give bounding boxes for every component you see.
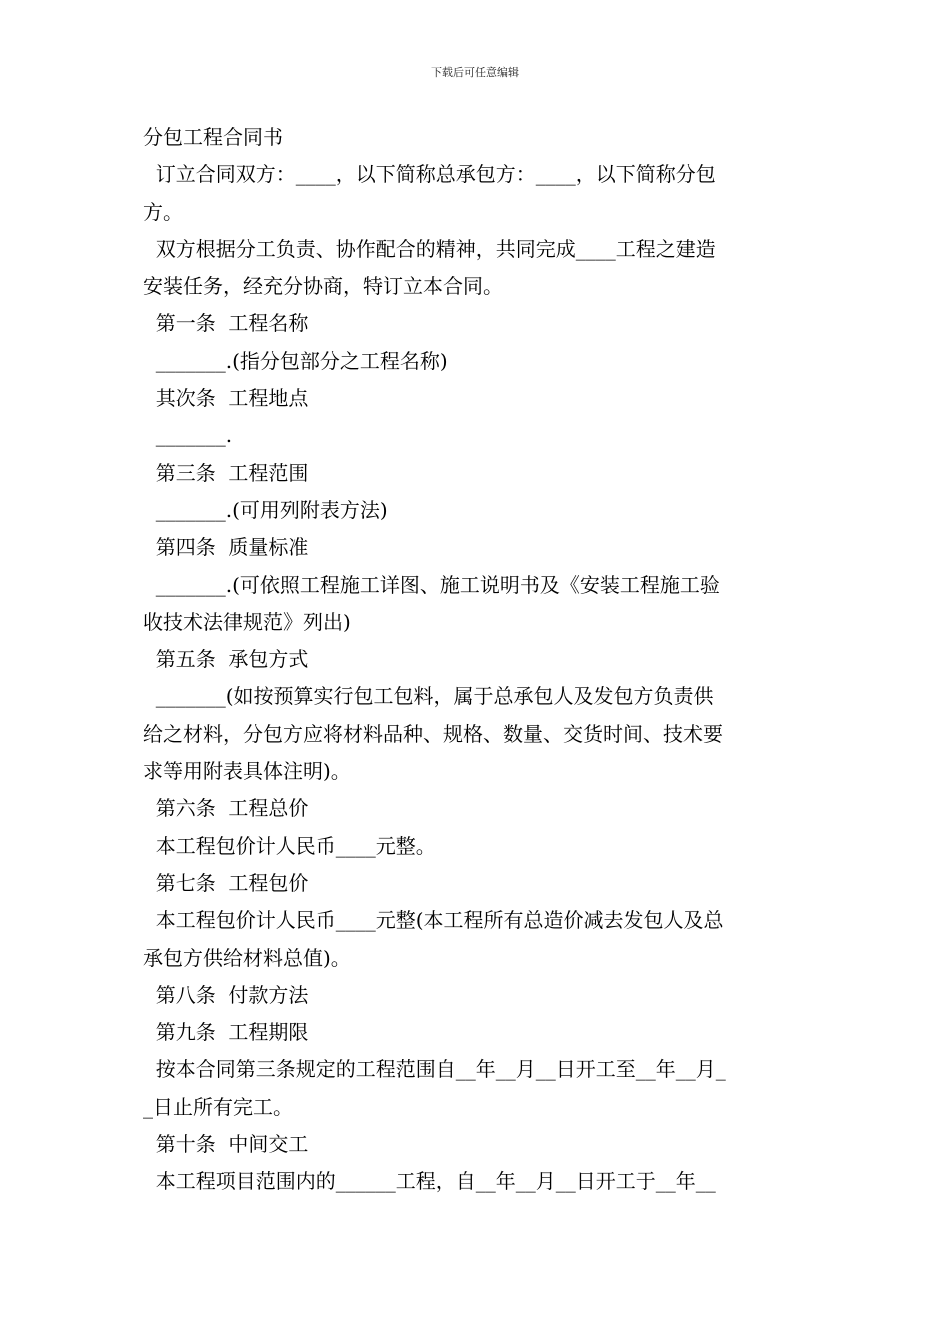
paragraph-line: _______. [143,423,233,448]
page-header-note: 下载后可任意编辑 [431,66,519,79]
paragraph-line: _______(如按预算实行包工包料，属于总承包人及发包方负责供 [143,684,714,709]
article-heading: 第四条 质量标准 [143,535,309,560]
paragraph-line: 安装任务，经充分协商，特订立本合同。 [143,274,503,299]
paragraph-line: 按本合同第三条规定的工程范围自__年__月__日开工至__年__月_ [143,1057,726,1082]
paragraph-line: 双方根据分工负责、协作配合的精神，共同完成____工程之建造 [143,236,716,261]
article-heading: 第一条 工程名称 [143,311,309,336]
article-heading: 第十条 中间交工 [143,1132,309,1157]
paragraph-line: 承包方供给材料总值)。 [143,945,351,970]
paragraph-line: 求等用附表具体注明)。 [143,759,351,784]
paragraph-line: 订立合同双方：____，以下简称总承包方：____，以下简称分包 [143,162,716,187]
paragraph-line: 本工程包价计人民币____元整。 [143,833,436,858]
article-heading: 第三条 工程范围 [143,460,309,485]
paragraph-line: _______.(可依照工程施工详图、施工说明书及《安装工程施工验 [143,572,720,597]
paragraph-line: 方。 [143,199,183,224]
paragraph-line: _______.(指分包部分之工程名称) [143,348,448,373]
paragraph-line: _______.(可用列附表方法) [143,497,388,522]
contract-body [143,119,808,1201]
article-heading: 其次条 工程地点 [143,386,309,411]
paragraph-line: _日止所有完工。 [143,1094,293,1119]
article-heading: 第七条 工程包价 [143,870,309,895]
article-heading: 第五条 承包方式 [143,647,309,672]
paragraph-line: 给之材料，分包方应将材料品种、规格、数量、交货时间、技术要 [143,721,723,746]
document-title: 分包工程合同书 [143,125,283,149]
article-heading: 第九条 工程期限 [143,1020,309,1045]
paragraph-line: 收技术法律规范》列出) [143,609,351,634]
paragraph-line: 本工程包价计人民币____元整(本工程所有总造价减去发包人及总 [143,908,724,933]
article-heading: 第八条 付款方法 [143,982,309,1007]
paragraph-line: 本工程项目范围内的______工程，自__年__月__日开工于__年__ [143,1169,716,1194]
article-heading: 第六条 工程总价 [143,796,309,821]
